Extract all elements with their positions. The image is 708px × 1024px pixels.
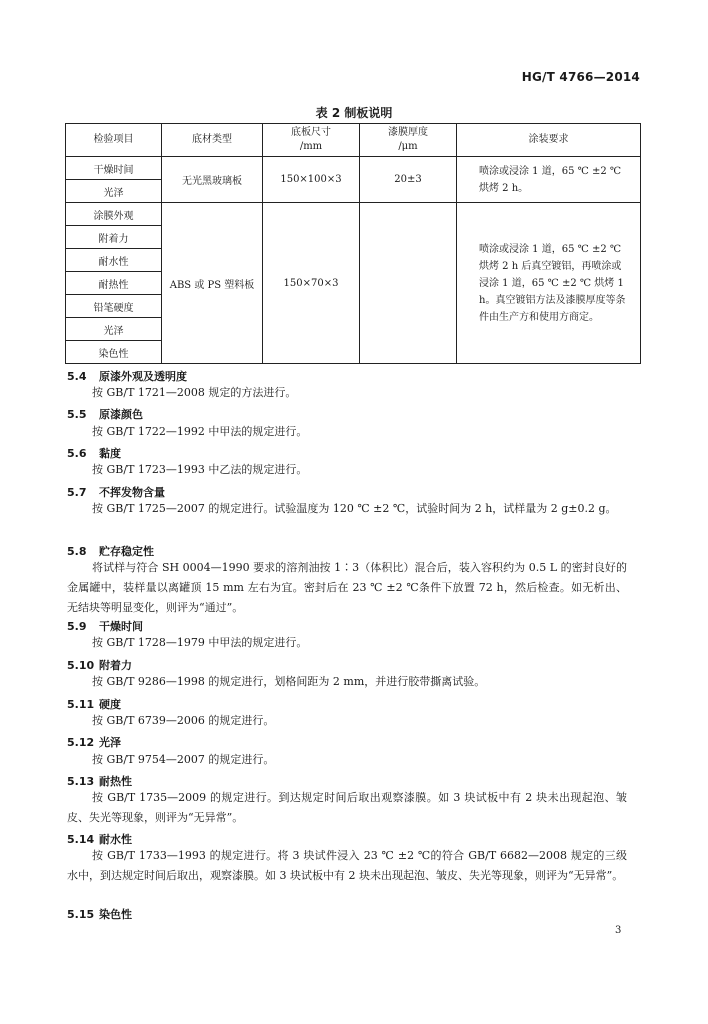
- section-title: 贮存稳定性: [99, 545, 154, 558]
- item-cell: 干燥时间: [66, 157, 162, 180]
- section-number: 5.12: [67, 736, 95, 749]
- section-heading: [67, 445, 121, 461]
- section-text: 按 GB/T 1725—2007 的规定进行。试验温度为 120 ℃ ±2 ℃，试验时间为 2 h，试样量为 2 g±0.2 g。: [92, 502, 617, 515]
- section-number: 5.4: [67, 370, 87, 383]
- section-heading: [67, 734, 121, 750]
- section-number: 5.6: [67, 447, 87, 460]
- section-title: 耐水性: [99, 833, 132, 846]
- table-row: [66, 203, 641, 226]
- section-text: 将试样与符合 SH 0004—1990 要求的溶剂油按 1∶3（体积比）混合后，装入容积约为 0.5 L 的密封良好的金属罐中，装样量以离罐顶 15 mm 左右为宜。密封后在 23 ℃ ±2 ℃条件下放置 72 h，然后检查。如无析出、无结块等明显变化，则评为“通过”。: [67, 561, 627, 614]
- section-title: 原漆颜色: [99, 408, 143, 421]
- section-title: 黏度: [99, 447, 121, 460]
- section-text: 按 GB/T 9754—2007 的规定进行。: [92, 753, 275, 766]
- section-text: 按 GB/T 1723—1993 中乙法的规定进行。: [92, 463, 308, 476]
- header-size-label: 底板尺寸: [291, 127, 331, 138]
- section-text: 按 GB/T 9286—1998 的规定进行，划格间距为 2 mm，并进行胶带撕离试验。: [92, 675, 486, 688]
- section-title: 染色性: [99, 908, 132, 921]
- section-text: 按 GB/T 1735—2009 的规定进行。到达规定时间后取出观察漆膜。如 3 块试板中有 2 块未出现起泡、皱皮、失光等现象，则评为“无异常”。: [67, 791, 627, 824]
- section-number: 5.14: [67, 833, 95, 846]
- header-thickness: [360, 124, 457, 157]
- specimen-table: [65, 123, 641, 364]
- section-title: 光泽: [99, 736, 121, 749]
- section-number: 5.9: [67, 620, 87, 633]
- section-title: 附着力: [99, 659, 132, 672]
- item-cell: 染色性: [66, 341, 162, 364]
- thickness-cell: [360, 203, 457, 364]
- section-text: 按 GB/T 1728—1979 中甲法的规定进行。: [92, 636, 308, 649]
- section-number: 5.10: [67, 659, 95, 672]
- section-heading: [67, 773, 132, 789]
- section-heading: [67, 618, 143, 634]
- section-heading: [67, 484, 165, 500]
- header-thickness-label: 漆膜厚度: [388, 127, 428, 138]
- section-title: 耐热性: [99, 775, 132, 788]
- page-number: 3: [615, 925, 622, 936]
- section-number: 5.13: [67, 775, 95, 788]
- section-heading: [67, 906, 132, 922]
- section-number: 5.8: [67, 545, 87, 558]
- substrate-cell: 无光黑玻璃板: [162, 157, 263, 203]
- size-cell: 150×70×3: [263, 203, 360, 364]
- section-title: 不挥发物含量: [99, 486, 165, 499]
- header-thickness-unit: /μm: [398, 141, 418, 152]
- requirement-cell: 喷涂或浸涂 1 道，65 ℃ ±2 ℃烘烤 2 h。: [457, 157, 641, 203]
- section-number: 5.5: [67, 408, 87, 421]
- header-size: [263, 124, 360, 157]
- section-text: 按 GB/T 1722—1992 中甲法的规定进行。: [92, 425, 308, 438]
- section-number: 5.11: [67, 698, 95, 711]
- section-title: 硬度: [99, 698, 121, 711]
- section-text: 按 GB/T 1721—2008 规定的方法进行。: [92, 386, 297, 399]
- item-cell: 光泽: [66, 180, 162, 203]
- item-cell: 铅笔硬度: [66, 295, 162, 318]
- header-size-unit: /mm: [299, 141, 323, 152]
- size-cell: 150×100×3: [263, 157, 360, 203]
- section-heading: [67, 657, 132, 673]
- section-heading: [67, 543, 154, 559]
- substrate-cell: ABS 或 PS 塑料板: [162, 203, 263, 364]
- section-text: 按 GB/T 6739—2006 的规定进行。: [92, 714, 275, 727]
- item-cell: 耐水性: [66, 249, 162, 272]
- section-title: 干燥时间: [99, 620, 143, 633]
- section-title: 原漆外观及透明度: [99, 370, 187, 383]
- header-requirement: 涂装要求: [457, 124, 641, 157]
- section-number: 5.7: [67, 486, 87, 499]
- header-substrate: 底材类型: [162, 124, 263, 157]
- table-header-row: [66, 124, 641, 157]
- standard-code: HG/T 4766—2014: [521, 70, 640, 84]
- section-heading: [67, 831, 132, 847]
- section-heading: [67, 406, 143, 422]
- requirement-cell: 喷涂或浸涂 1 道，65 ℃ ±2 ℃烘烤 2 h 后真空镀铝，再喷涂或浸涂 1 道，65 ℃ ±2 ℃ 烘烤 1 h。真空镀铝方法及漆膜厚度等条件由生产方和使用方商定。: [457, 203, 641, 364]
- header-item: 检验项目: [66, 124, 162, 157]
- thickness-cell: 20±3: [360, 157, 457, 203]
- table-title: 表 2 制板说明: [315, 106, 393, 120]
- section-text: 按 GB/T 1733—1993 的规定进行。将 3 块试件浸入 23 ℃ ±2 ℃的符合 GB/T 6682—2008 规定的三级水中，到达规定时间后取出，观察漆膜。如 3 块试板中有 2 块未出现起泡、皱皮、失光等现象，则评为“无异常”。: [67, 849, 627, 882]
- section-heading: [67, 368, 187, 384]
- section-heading: [67, 696, 121, 712]
- item-cell: 涂膜外观: [66, 203, 162, 226]
- item-cell: 光泽: [66, 318, 162, 341]
- item-cell: 耐热性: [66, 272, 162, 295]
- item-cell: 附着力: [66, 226, 162, 249]
- table-row: [66, 157, 641, 180]
- section-number: 5.15: [67, 908, 95, 921]
